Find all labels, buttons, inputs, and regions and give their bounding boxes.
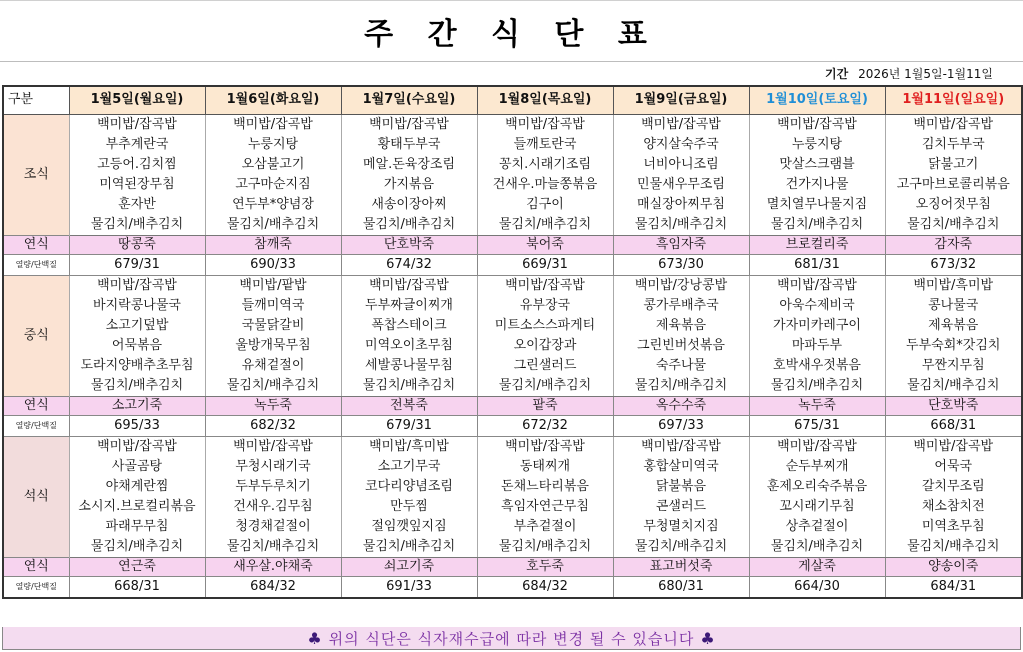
menu-item: 닭불고기 — [885, 155, 1022, 175]
calorie-value: 684/32 — [205, 576, 341, 598]
menu-item: 물김치/배추김치 — [613, 537, 749, 558]
menu-item: 소고기무국 — [341, 457, 477, 477]
menu-item: 물김치/배추김치 — [885, 376, 1022, 397]
menu-item: 황태두부국 — [341, 135, 477, 155]
menu-item: 고구마브로콜리볶음 — [885, 175, 1022, 195]
snack-item: 호두죽 — [477, 557, 613, 576]
snack-row — [3, 235, 1022, 254]
menu-item: 콩가루배추국 — [613, 296, 749, 316]
menu-item: 미역초무침 — [885, 517, 1022, 537]
calorie-value: 668/31 — [69, 576, 205, 598]
menu-item: 들깨토란국 — [477, 135, 613, 155]
menu-item: 백미밥/잡곡밥 — [205, 436, 341, 457]
menu-item: 무짠지무침 — [885, 356, 1022, 376]
menu-item: 물김치/배추김치 — [341, 537, 477, 558]
menu-row — [3, 296, 1022, 316]
menu-row — [3, 376, 1022, 397]
menu-item: 백미밥/흑미밥 — [341, 436, 477, 457]
snack-item: 감자죽 — [885, 235, 1022, 254]
menu-row — [3, 477, 1022, 497]
snack-item: 연근죽 — [69, 557, 205, 576]
menu-item: 미역된장무침 — [69, 175, 205, 195]
menu-item: 코다리양념조림 — [341, 477, 477, 497]
menu-item: 물김치/배추김치 — [341, 215, 477, 236]
menu-item: 백미밥/강낭콩밥 — [613, 275, 749, 296]
menu-item: 오이갑장과 — [477, 336, 613, 356]
menu-item: 채소참치전 — [885, 497, 1022, 517]
menu-item: 백미밥/잡곡밥 — [69, 436, 205, 457]
menu-item: 백미밥/잡곡밥 — [477, 114, 613, 135]
header-row — [3, 86, 1022, 114]
menu-item: 연두부*양념장 — [205, 195, 341, 215]
menu-item: 마파두부 — [749, 336, 885, 356]
menu-row — [3, 275, 1022, 296]
title-bar — [0, 0, 1023, 62]
menu-item: 닭불볶음 — [613, 477, 749, 497]
menu-item: 제육볶음 — [613, 316, 749, 336]
menu-item: 누룽지탕 — [205, 135, 341, 155]
menu-item: 백미밥/잡곡밥 — [477, 436, 613, 457]
menu-item: 미역오이초무침 — [341, 336, 477, 356]
menu-row — [3, 537, 1022, 558]
calorie-value: 684/32 — [477, 576, 613, 598]
menu-item: 백미밥/잡곡밥 — [749, 275, 885, 296]
footer-text: 위의 식단은 식자재수급에 따라 변경 될 수 있습니다 — [328, 629, 695, 648]
snack-item: 양송이죽 — [885, 557, 1022, 576]
menu-item: 김치두부국 — [885, 135, 1022, 155]
snack-item: 쇠고기죽 — [341, 557, 477, 576]
snack-item: 땅콩죽 — [69, 235, 205, 254]
menu-item: 동태찌개 — [477, 457, 613, 477]
menu-row — [3, 195, 1022, 215]
menu-item: 울방개묵무침 — [205, 336, 341, 356]
snack-item: 팥죽 — [477, 396, 613, 415]
menu-item: 부추계란국 — [69, 135, 205, 155]
menu-item: 누룽지탕 — [749, 135, 885, 155]
menu-item: 호박새우젓볶음 — [749, 356, 885, 376]
menu-item: 백미밥/잡곡밥 — [885, 114, 1022, 135]
header-day: 1월8일(목요일) — [477, 86, 613, 114]
menu-item: 백미밥/잡곡밥 — [613, 114, 749, 135]
menu-item: 백미밥/잡곡밥 — [205, 114, 341, 135]
menu-item: 양지살숙주국 — [613, 135, 749, 155]
menu-item: 만두찜 — [341, 497, 477, 517]
menu-item: 백미밥/잡곡밥 — [749, 436, 885, 457]
menu-item: 유채겉절이 — [205, 356, 341, 376]
menu-item: 바지락콩나물국 — [69, 296, 205, 316]
footer-notice — [2, 627, 1021, 650]
menu-item: 물김치/배추김치 — [477, 376, 613, 397]
menu-item: 어묵볶음 — [69, 336, 205, 356]
menu-item: 들깨미역국 — [205, 296, 341, 316]
snack-item: 게살죽 — [749, 557, 885, 576]
menu-item: 백미밥/잡곡밥 — [341, 275, 477, 296]
menu-item: 너비아니조림 — [613, 155, 749, 175]
menu-item: 무청시래기국 — [205, 457, 341, 477]
menu-item: 두부짜글이찌개 — [341, 296, 477, 316]
snack-row — [3, 396, 1022, 415]
menu-item: 숙주나물 — [613, 356, 749, 376]
menu-item: 백미밥/잡곡밥 — [69, 114, 205, 135]
menu-item: 훈제오리숙주볶음 — [749, 477, 885, 497]
section-label-dinner: 석식 — [3, 436, 69, 557]
snack-label: 연식 — [3, 557, 69, 576]
calorie-value: 684/31 — [885, 576, 1022, 598]
header-day: 1월6일(화요일) — [205, 86, 341, 114]
menu-item: 고구마순지짐 — [205, 175, 341, 195]
calorie-value: 668/31 — [885, 415, 1022, 436]
menu-item: 그린샐러드 — [477, 356, 613, 376]
menu-item: 가지볶음 — [341, 175, 477, 195]
menu-item: 미트소스스파게티 — [477, 316, 613, 336]
snack-item: 녹두죽 — [205, 396, 341, 415]
menu-item: 돈채느타리볶음 — [477, 477, 613, 497]
menu-item: 유부장국 — [477, 296, 613, 316]
menu-row — [3, 316, 1022, 336]
menu-item: 절임깻잎지짐 — [341, 517, 477, 537]
calorie-value: 674/32 — [341, 254, 477, 275]
menu-item: 물김치/배추김치 — [885, 215, 1022, 236]
section-label-breakfast: 조식 — [3, 114, 69, 235]
snack-row — [3, 557, 1022, 576]
period-info — [825, 64, 993, 82]
menu-item: 김구이 — [477, 195, 613, 215]
menu-row — [3, 336, 1022, 356]
menu-item: 상추겉절이 — [749, 517, 885, 537]
menu-item: 물김치/배추김치 — [205, 215, 341, 236]
menu-item: 소고기덮밥 — [69, 316, 205, 336]
snack-label: 연식 — [3, 235, 69, 254]
menu-item: 훈자반 — [69, 195, 205, 215]
menu-row — [3, 114, 1022, 135]
menu-item: 백미밥/잡곡밥 — [613, 436, 749, 457]
menu-item: 콩나물국 — [885, 296, 1022, 316]
menu-item: 무청멸치지짐 — [613, 517, 749, 537]
menu-item: 물김치/배추김치 — [69, 376, 205, 397]
menu-item: 백미밥/팥밥 — [205, 275, 341, 296]
header-day-saturday: 1월10일(토요일) — [749, 86, 885, 114]
snack-item: 새우살.야채죽 — [205, 557, 341, 576]
menu-row — [3, 215, 1022, 236]
snack-item: 표고버섯죽 — [613, 557, 749, 576]
menu-item: 부추겉절이 — [477, 517, 613, 537]
menu-item: 물김치/배추김치 — [613, 215, 749, 236]
menu-item: 아욱수제비국 — [749, 296, 885, 316]
menu-row — [3, 436, 1022, 457]
menu-row — [3, 155, 1022, 175]
menu-item: 백미밥/잡곡밥 — [477, 275, 613, 296]
menu-item: 그린빈버섯볶음 — [613, 336, 749, 356]
menu-row — [3, 517, 1022, 537]
menu-item: 꼬시래기무침 — [749, 497, 885, 517]
menu-item: 맛살스크램블 — [749, 155, 885, 175]
snack-item: 단호박죽 — [341, 235, 477, 254]
club-icon: ♣ — [307, 628, 323, 648]
snack-item: 북어죽 — [477, 235, 613, 254]
menu-item: 고등어.김치찜 — [69, 155, 205, 175]
menu-item: 오삼불고기 — [205, 155, 341, 175]
calorie-value: 690/33 — [205, 254, 341, 275]
calorie-label: 열량/단백질 — [3, 254, 69, 275]
menu-item: 물김치/배추김치 — [205, 537, 341, 558]
menu-item: 매실장아찌무침 — [613, 195, 749, 215]
menu-row — [3, 175, 1022, 195]
menu-row — [3, 457, 1022, 477]
snack-item: 참깨죽 — [205, 235, 341, 254]
snack-label: 연식 — [3, 396, 69, 415]
calorie-value: 697/33 — [613, 415, 749, 436]
menu-item: 사골곰탕 — [69, 457, 205, 477]
calorie-value: 680/31 — [613, 576, 749, 598]
header-day-sunday: 1월11일(일요일) — [885, 86, 1022, 114]
menu-item: 흑임자연근무침 — [477, 497, 613, 517]
menu-item: 백미밥/잡곡밥 — [749, 114, 885, 135]
calorie-row — [3, 254, 1022, 275]
menu-item: 어묵국 — [885, 457, 1022, 477]
menu-item: 물김치/배추김치 — [477, 537, 613, 558]
snack-item: 흑임자죽 — [613, 235, 749, 254]
menu-item: 갈치무조림 — [885, 477, 1022, 497]
calorie-value: 695/33 — [69, 415, 205, 436]
menu-row — [3, 135, 1022, 155]
period-value: 2026년 1월5일-1월11일 — [858, 66, 993, 81]
menu-item: 순두부찌개 — [749, 457, 885, 477]
calorie-row — [3, 576, 1022, 598]
menu-item: 민물새우무조림 — [613, 175, 749, 195]
snack-item: 녹두죽 — [749, 396, 885, 415]
calorie-value: 679/31 — [69, 254, 205, 275]
menu-item: 콘샐러드 — [613, 497, 749, 517]
menu-item: 두부숙회*갓김치 — [885, 336, 1022, 356]
calorie-label: 열량/단백질 — [3, 576, 69, 598]
menu-item: 메알.돈육장조림 — [341, 155, 477, 175]
calorie-value: 682/32 — [205, 415, 341, 436]
header-gubun: 구분 — [3, 86, 69, 114]
menu-row — [3, 497, 1022, 517]
menu-item: 폭찹스테이크 — [341, 316, 477, 336]
menu-item: 파래무무침 — [69, 517, 205, 537]
menu-item: 야채계란찜 — [69, 477, 205, 497]
calorie-value: 673/30 — [613, 254, 749, 275]
snack-item: 단호박죽 — [885, 396, 1022, 415]
menu-item: 물김치/배추김치 — [749, 376, 885, 397]
calorie-value: 672/32 — [477, 415, 613, 436]
menu-item: 건가지나물 — [749, 175, 885, 195]
menu-item: 청경채겉절이 — [205, 517, 341, 537]
menu-item: 물김치/배추김치 — [69, 215, 205, 236]
header-day: 1월9일(금요일) — [613, 86, 749, 114]
menu-item: 백미밥/잡곡밥 — [69, 275, 205, 296]
menu-item: 국물닭갈비 — [205, 316, 341, 336]
menu-item: 새송이장아찌 — [341, 195, 477, 215]
snack-item: 옥수수죽 — [613, 396, 749, 415]
calorie-value: 681/31 — [749, 254, 885, 275]
menu-item: 꽁치.시래기조림 — [477, 155, 613, 175]
menu-item: 도라지양배추초무침 — [69, 356, 205, 376]
snack-item: 소고기죽 — [69, 396, 205, 415]
calorie-value: 679/31 — [341, 415, 477, 436]
calorie-value: 669/31 — [477, 254, 613, 275]
menu-item: 물김치/배추김치 — [69, 537, 205, 558]
menu-item: 오징어젓무침 — [885, 195, 1022, 215]
menu-item: 물김치/배추김치 — [885, 537, 1022, 558]
header-day: 1월5일(월요일) — [69, 86, 205, 114]
calorie-value: 664/30 — [749, 576, 885, 598]
club-icon: ♣ — [700, 628, 716, 648]
period-label: 기간 — [824, 66, 849, 81]
menu-item: 두부두루치기 — [205, 477, 341, 497]
menu-item: 물김치/배추김치 — [341, 376, 477, 397]
menu-item: 물김치/배추김치 — [749, 537, 885, 558]
calorie-row — [3, 415, 1022, 436]
header-day: 1월7일(수요일) — [341, 86, 477, 114]
menu-item: 홍합살미역국 — [613, 457, 749, 477]
section-label-lunch: 중식 — [3, 275, 69, 396]
calorie-value: 675/31 — [749, 415, 885, 436]
calorie-label: 열량/단백질 — [3, 415, 69, 436]
menu-item: 소시지.브로컬리볶음 — [69, 497, 205, 517]
snack-item: 전복죽 — [341, 396, 477, 415]
menu-item: 물김치/배추김치 — [613, 376, 749, 397]
snack-item: 브로컬리죽 — [749, 235, 885, 254]
weekly-menu-table — [2, 85, 1023, 599]
menu-item: 물김치/배추김치 — [749, 215, 885, 236]
menu-item: 물김치/배추김치 — [477, 215, 613, 236]
menu-item: 세발콩나물무침 — [341, 356, 477, 376]
menu-item: 건새우.김무침 — [205, 497, 341, 517]
menu-row — [3, 356, 1022, 376]
menu-item: 건새우.마늘쫑볶음 — [477, 175, 613, 195]
menu-item: 백미밥/흑미밥 — [885, 275, 1022, 296]
calorie-value: 673/32 — [885, 254, 1022, 275]
menu-item: 제육볶음 — [885, 316, 1022, 336]
menu-item: 멸치열무나물지짐 — [749, 195, 885, 215]
menu-item: 백미밥/잡곡밥 — [885, 436, 1022, 457]
menu-item: 백미밥/잡곡밥 — [341, 114, 477, 135]
calorie-value: 691/33 — [341, 576, 477, 598]
menu-item: 가자미카레구이 — [749, 316, 885, 336]
menu-item: 물김치/배추김치 — [205, 376, 341, 397]
page-title: 주 간 식 단 표 — [364, 17, 659, 52]
